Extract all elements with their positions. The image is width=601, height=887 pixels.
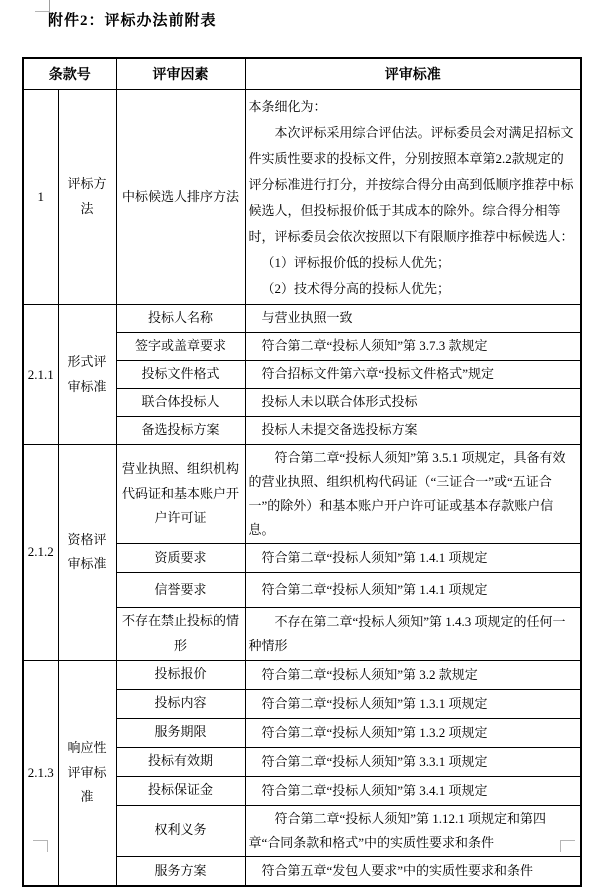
standard-text: 符合第二章“投标人须知”第 1.4.1 项规定 bbox=[245, 573, 581, 608]
factor-label: 备选投标方案 bbox=[116, 417, 245, 445]
factor-label: 资质要求 bbox=[116, 544, 245, 573]
table-row bbox=[23, 305, 581, 333]
header-clause-no: 条款号 bbox=[23, 58, 116, 90]
row-evaluation-method bbox=[23, 90, 581, 305]
clause-no: 1 bbox=[23, 90, 58, 305]
category-label: 形式评审标准 bbox=[58, 305, 116, 445]
factor-label: 投标文件格式 bbox=[116, 361, 245, 389]
factor-label: 投标内容 bbox=[116, 689, 245, 718]
factor-label: 服务期限 bbox=[116, 718, 245, 747]
standard-text: 投标人未提交备选投标方案 bbox=[245, 417, 581, 445]
standard-item-1: （1）评标报价低的投标人优先； bbox=[261, 255, 451, 270]
factor-label: 权利义务 bbox=[116, 805, 245, 856]
factor-label: 投标有效期 bbox=[116, 747, 245, 776]
standard-text: 符合第二章“投标人须知”第 3.2 款规定 bbox=[245, 660, 581, 689]
standard-text: 符合第二章“投标人须知”第 3.7.3 款规定 bbox=[245, 333, 581, 361]
standard-text: 符合第五章“发包人要求”中的实质性要求和条件 bbox=[245, 856, 581, 886]
standard-text bbox=[245, 90, 581, 305]
clause-no: 2.1.1 bbox=[23, 305, 58, 445]
factor-label: 投标保证金 bbox=[116, 776, 245, 805]
standard-item-2: （2）技术得分高的投标人优先； bbox=[261, 281, 451, 296]
evaluation-table bbox=[22, 57, 582, 887]
standard-text: 符合第二章“投标人须知”第 1.3.1 项规定 bbox=[245, 689, 581, 718]
standard-text: 符合第二章“投标人须知”第 1.4.1 项规定 bbox=[245, 544, 581, 573]
category-label: 响应性评审标准 bbox=[58, 660, 116, 886]
standard-text: 符合第二章“投标人须知”第 1.12.1 项规定和第四章“合同条款和格式”中的实质性要求和条件 bbox=[245, 805, 581, 856]
standard-text: 符合第二章“投标人须知”第 3.5.1 项规定，具备有效的营业执照、组织机构代码证（“三证合一”或“五证合一”的除外）和基本账户开户许可证或基本存款账户信息。 bbox=[245, 445, 581, 544]
page-title: 附件2：评标办法前附表 bbox=[48, 13, 217, 29]
header-factor: 评审因素 bbox=[116, 58, 245, 90]
standard-text: 符合第二章“投标人须知”第 3.3.1 项规定 bbox=[245, 747, 581, 776]
factor-label: 中标候选人排序方法 bbox=[116, 90, 245, 305]
header-row bbox=[23, 58, 581, 90]
standard-text: 投标人未以联合体形式投标 bbox=[245, 389, 581, 417]
factor-label: 投标报价 bbox=[116, 660, 245, 689]
standard-text: 不存在第二章“投标人须知”第 1.4.3 项规定的任何一种情形 bbox=[245, 608, 581, 660]
factor-label: 营业执照、组织机构代码证和基本账户开户许可证 bbox=[116, 445, 245, 544]
category-label: 资格评审标准 bbox=[58, 445, 116, 661]
standard-text: 符合第二章“投标人须知”第 3.4.1 项规定 bbox=[245, 776, 581, 805]
clause-no: 2.1.3 bbox=[23, 660, 58, 886]
factor-label: 投标人名称 bbox=[116, 305, 245, 333]
clause-no: 2.1.2 bbox=[23, 445, 58, 661]
standard-paragraph: 本次评标采用综合评估法。评标委员会对满足招标文件实质性要求的投标文件，分别按照本章第2.2款规定的评分标准进行打分，并按综合得分由高到低顺序推荐中标候选人，但投标报价低于其成本的除外。综合得分相等时，评标委员会依次按照以下有限顺序推荐中标候选人： bbox=[248, 125, 574, 244]
factor-label: 不存在禁止投标的情形 bbox=[116, 608, 245, 660]
factor-label: 签字或盖章要求 bbox=[116, 333, 245, 361]
standard-text: 符合招标文件第六章“投标文件格式”规定 bbox=[245, 361, 581, 389]
standard-text: 符合第二章“投标人须知”第 1.3.2 项规定 bbox=[245, 718, 581, 747]
standard-intro: 本条细化为： bbox=[248, 99, 327, 114]
table-row bbox=[23, 445, 581, 544]
category-label: 评标方法 bbox=[58, 90, 116, 305]
factor-label: 服务方案 bbox=[116, 856, 245, 886]
header-standard: 评审标准 bbox=[245, 58, 581, 90]
standard-text: 与营业执照一致 bbox=[245, 305, 581, 333]
factor-label: 联合体投标人 bbox=[116, 389, 245, 417]
table-row bbox=[23, 660, 581, 689]
factor-label: 信誉要求 bbox=[116, 573, 245, 608]
